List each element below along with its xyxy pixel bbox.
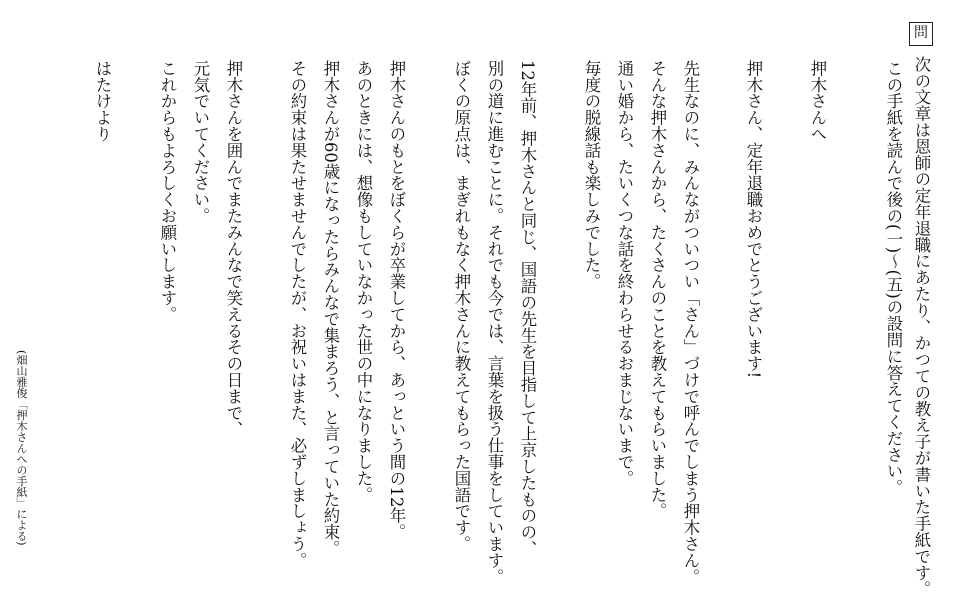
instruction-line-2: この手紙を読んで後の(一)〜(五)の設問に答えてください。 (884, 60, 903, 496)
instruction-line-1: 次の文章は恩師の定年退職にあたり、かつての教え子が書いた手紙です。 (912, 56, 931, 597)
letter-salutation: 押木さんへ (808, 60, 827, 142)
letter-line: 別の道に進むことに。それでも今では、言葉を扱う仕事をしています。 (485, 60, 504, 585)
letter-line: 押木さんのもとをぼくらが卒業してから、あっという間の12年。 (387, 60, 406, 541)
letter-line: 12年前、押木さんと同じ、国語の先生を目指して上京したものの、 (518, 60, 537, 557)
letter-line: その約束は果たせませんでしたが、お祝いはまた、必ずしましょう。 (288, 60, 307, 569)
letter-line: これからもよろしくお願いします。 (158, 60, 177, 323)
question-label: 問 (909, 22, 933, 46)
letter-line: あのときには、想像もしていなかった世の中になりました。 (354, 60, 373, 503)
letter-line: そんな押木さんから、たくさんのことを教えてもらいました。 (648, 60, 667, 520)
letter-line: 押木さんを囲んでまたみんなで笑えるその日まで、 (224, 60, 243, 438)
letter-line: 毎度の脱線話も楽しみでした。 (582, 60, 601, 290)
letter-line: 押木さんが60歳になったらみんなで集まろう、と言っていた約束。 (321, 60, 340, 557)
letter-congrats: 押木さん、定年退職おめでとうございます! (744, 60, 763, 379)
letter-line: 先生なのに、みんながついつい「さん」づけで呼んでしまう押木さん。 (681, 60, 700, 585)
source-citation: (畑山雅俊「押木さんへの手紙」による) (15, 350, 28, 546)
letter-signature: はたけより (93, 60, 112, 142)
letter-line: 元気でいてください。 (191, 60, 210, 224)
letter-line: 通い婚から、たいくつな話を終わらせるおまじないまで。 (615, 60, 634, 487)
letter-line: ぼくの原点は、まぎれもなく押木さんに教えてもらった国語です。 (452, 60, 471, 552)
